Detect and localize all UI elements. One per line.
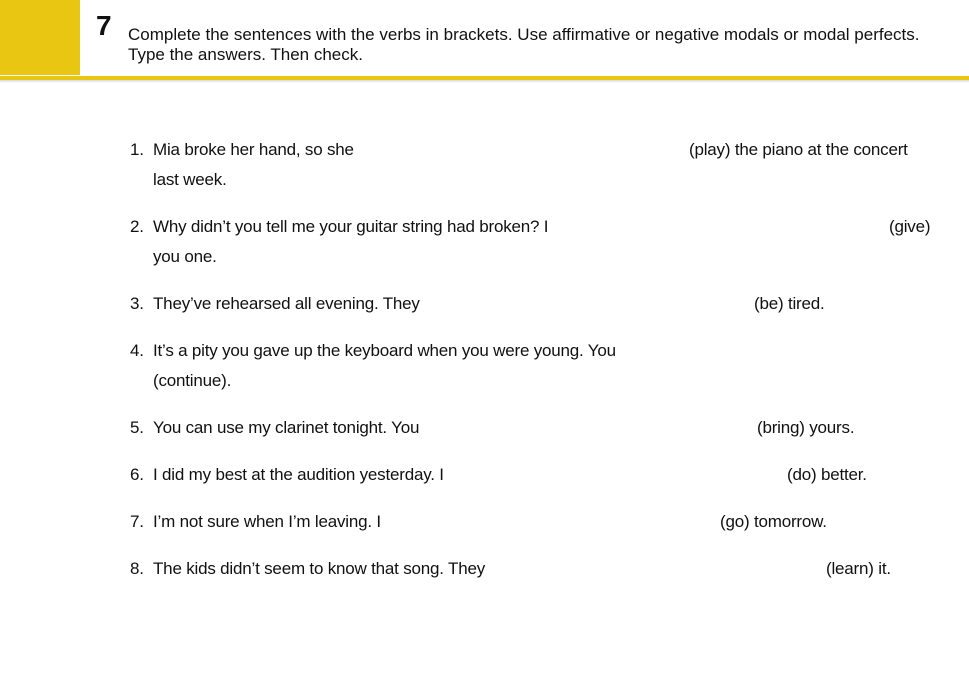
answer-blank[interactable]	[500, 554, 820, 584]
item-number: 7.	[130, 512, 144, 531]
item-text-after: (be) tired.	[754, 294, 825, 313]
answer-blank[interactable]	[460, 460, 780, 490]
item-text-continuation: (continue).	[153, 371, 232, 390]
answer-blank[interactable]	[395, 507, 715, 537]
exercise-item-3	[130, 289, 930, 319]
item-text-before: They’ve rehearsed all evening. They	[153, 294, 420, 313]
exercise-item-4	[130, 336, 930, 396]
header-accent-block	[0, 0, 80, 75]
answer-blank[interactable]	[565, 212, 885, 242]
exercise-item-1	[130, 135, 930, 195]
item-text-continuation: last week.	[153, 170, 227, 189]
item-text-after: (give)	[889, 217, 931, 236]
item-number: 6.	[130, 465, 144, 484]
item-number: 8.	[130, 559, 144, 578]
item-text-before: Why didn’t you tell me your guitar string had broken? I	[153, 217, 549, 236]
item-number: 1.	[130, 140, 144, 159]
exercise-item-8	[130, 554, 930, 584]
exercise-instructions: Complete the sentences with the verbs in brackets. Use affirmative or negative modals or modal perfects. Type the answers. Then check.	[128, 25, 920, 64]
exercise-item-7	[130, 507, 930, 537]
answer-blank[interactable]	[365, 135, 685, 165]
item-number: 2.	[130, 217, 144, 236]
item-text-before: Mia broke her hand, so she	[153, 140, 354, 159]
item-number: 4.	[130, 341, 144, 360]
item-text-before: You can use my clarinet tonight. You	[153, 418, 420, 437]
item-text-after: (learn) it.	[826, 559, 891, 578]
exercise-item-2	[130, 212, 950, 272]
exercise-item-6	[130, 460, 930, 490]
answer-blank[interactable]	[430, 413, 750, 443]
exercise-header	[0, 0, 969, 80]
item-text-after: (do) better.	[787, 465, 867, 484]
item-text-before: I’m not sure when I’m leaving. I	[153, 512, 381, 531]
item-number: 5.	[130, 418, 144, 437]
answer-blank[interactable]	[430, 289, 750, 319]
item-text-after: (go) tomorrow.	[720, 512, 827, 531]
item-number: 3.	[130, 294, 144, 313]
header-divider-shadow	[0, 80, 969, 83]
item-text-before: It’s a pity you gave up the keyboard when you were young. You	[153, 341, 616, 360]
item-text-continuation: you one.	[153, 247, 217, 266]
item-text-before: I did my best at the audition yesterday. I	[153, 465, 444, 484]
exercise-item-5	[130, 413, 930, 443]
item-text-before: The kids didn’t seem to know that song. They	[153, 559, 486, 578]
item-text-after: (bring) yours.	[757, 418, 855, 437]
exercise-number: 7	[96, 10, 112, 41]
item-text-after: (play) the piano at the concert	[689, 140, 908, 159]
